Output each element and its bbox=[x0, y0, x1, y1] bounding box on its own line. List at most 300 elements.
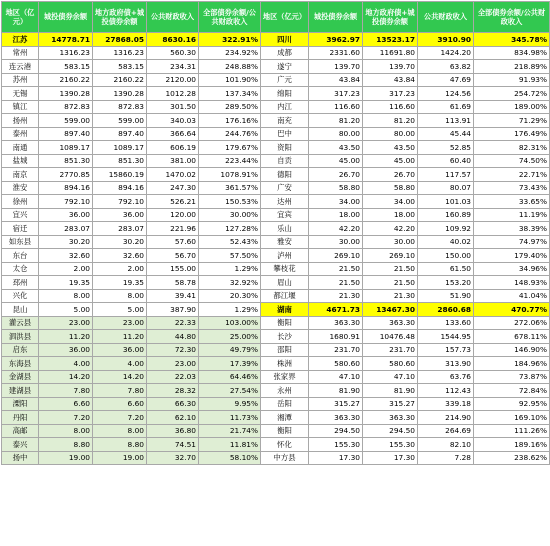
value-cell: 18.00 bbox=[363, 208, 418, 222]
value-cell: 74.50% bbox=[474, 154, 550, 168]
value-cell: 34.00 bbox=[309, 195, 363, 209]
value-cell: 58.10% bbox=[199, 451, 261, 465]
value-cell: 39.41 bbox=[147, 289, 199, 303]
value-cell: 81.90 bbox=[309, 384, 363, 398]
value-cell: 116.60 bbox=[309, 100, 363, 114]
table-row bbox=[2, 424, 550, 438]
table-row bbox=[2, 46, 550, 60]
table-row bbox=[2, 397, 550, 411]
value-cell: 137.34% bbox=[199, 87, 261, 101]
value-cell: 62.10 bbox=[147, 411, 199, 425]
value-cell: 47.69 bbox=[418, 73, 474, 87]
column-header: 地方政府债+城投债券余额 bbox=[93, 2, 147, 33]
region-name-cell: 成都 bbox=[261, 46, 309, 60]
value-cell: 80.00 bbox=[309, 127, 363, 141]
value-cell: 18.00 bbox=[309, 208, 363, 222]
table-row bbox=[2, 73, 550, 87]
value-cell: 272.06% bbox=[474, 316, 550, 330]
value-cell: 160.89 bbox=[418, 208, 474, 222]
region-name-cell: 资阳 bbox=[261, 141, 309, 155]
value-cell: 189.00% bbox=[474, 100, 550, 114]
value-cell: 4.00 bbox=[93, 357, 147, 371]
value-cell: 2860.68 bbox=[418, 303, 474, 317]
region-name-cell: 扬州 bbox=[2, 114, 39, 128]
value-cell: 42.20 bbox=[363, 222, 418, 236]
value-cell: 22.03 bbox=[147, 370, 199, 384]
value-cell: 112.43 bbox=[418, 384, 474, 398]
region-name-cell: 眉山 bbox=[261, 276, 309, 290]
value-cell: 51.90 bbox=[418, 289, 474, 303]
value-cell: 81.90 bbox=[363, 384, 418, 398]
value-cell: 32.70 bbox=[147, 451, 199, 465]
value-cell: 317.23 bbox=[309, 87, 363, 101]
value-cell: 58.80 bbox=[363, 181, 418, 195]
value-cell: 34.00 bbox=[363, 195, 418, 209]
value-cell: 606.19 bbox=[147, 141, 199, 155]
value-cell: 45.00 bbox=[363, 154, 418, 168]
value-cell: 2.00 bbox=[93, 262, 147, 276]
value-cell: 1.29% bbox=[199, 303, 261, 317]
value-cell: 117.57 bbox=[418, 168, 474, 182]
value-cell: 2160.22 bbox=[39, 73, 93, 87]
value-cell: 254.72% bbox=[474, 87, 550, 101]
region-name-cell: 南通 bbox=[2, 141, 39, 155]
region-name-cell: 南充 bbox=[261, 114, 309, 128]
value-cell: 52.85 bbox=[418, 141, 474, 155]
value-cell: 73.43% bbox=[474, 181, 550, 195]
value-cell: 7.28 bbox=[418, 451, 474, 465]
table-row bbox=[2, 100, 550, 114]
value-cell: 21.30 bbox=[309, 289, 363, 303]
value-cell: 7.20 bbox=[39, 411, 93, 425]
value-cell: 231.70 bbox=[309, 343, 363, 357]
value-cell: 339.18 bbox=[418, 397, 474, 411]
value-cell: 52.43% bbox=[199, 235, 261, 249]
value-cell: 13523.17 bbox=[363, 33, 418, 47]
value-cell: 363.30 bbox=[309, 411, 363, 425]
value-cell: 30.00 bbox=[363, 235, 418, 249]
table-row bbox=[2, 276, 550, 290]
value-cell: 56.70 bbox=[147, 249, 199, 263]
value-cell: 57.50% bbox=[199, 249, 261, 263]
table-row bbox=[2, 330, 550, 344]
value-cell: 8.80 bbox=[93, 438, 147, 452]
value-cell: 3962.97 bbox=[309, 33, 363, 47]
column-header: 地区（亿元） bbox=[2, 2, 39, 33]
value-cell: 23.00 bbox=[147, 357, 199, 371]
value-cell: 894.16 bbox=[39, 181, 93, 195]
value-cell: 45.00 bbox=[309, 154, 363, 168]
region-name-cell: 湖南 bbox=[261, 303, 309, 317]
value-cell: 61.69 bbox=[418, 100, 474, 114]
value-cell: 1089.17 bbox=[39, 141, 93, 155]
value-cell: 72.30 bbox=[147, 343, 199, 357]
value-cell: 176.49% bbox=[474, 127, 550, 141]
region-name-cell: 广安 bbox=[261, 181, 309, 195]
value-cell: 148.93% bbox=[474, 276, 550, 290]
region-name-cell: 宜宾 bbox=[261, 208, 309, 222]
value-cell: 4.00 bbox=[39, 357, 93, 371]
value-cell: 851.30 bbox=[93, 154, 147, 168]
value-cell: 289.50% bbox=[199, 100, 261, 114]
region-name-cell: 邳州 bbox=[2, 276, 39, 290]
value-cell: 3910.90 bbox=[418, 33, 474, 47]
value-cell: 80.07 bbox=[418, 181, 474, 195]
value-cell: 21.74% bbox=[199, 424, 261, 438]
value-cell: 36.80 bbox=[147, 424, 199, 438]
value-cell: 894.16 bbox=[93, 181, 147, 195]
region-name-cell: 中方县 bbox=[261, 451, 309, 465]
value-cell: 599.00 bbox=[93, 114, 147, 128]
value-cell: 5.00 bbox=[93, 303, 147, 317]
value-cell: 2160.22 bbox=[93, 73, 147, 87]
region-name-cell: 攀枝花 bbox=[261, 262, 309, 276]
value-cell: 20.30% bbox=[199, 289, 261, 303]
value-cell: 81.20 bbox=[363, 114, 418, 128]
value-cell: 32.60 bbox=[93, 249, 147, 263]
column-header: 城投债券余额 bbox=[39, 2, 93, 33]
value-cell: 19.35 bbox=[93, 276, 147, 290]
region-name-cell: 德阳 bbox=[261, 168, 309, 182]
value-cell: 313.90 bbox=[418, 357, 474, 371]
value-cell: 116.60 bbox=[363, 100, 418, 114]
value-cell: 155.00 bbox=[147, 262, 199, 276]
value-cell: 8630.16 bbox=[147, 33, 199, 47]
table-row bbox=[2, 127, 550, 141]
region-name-cell: 张家界 bbox=[261, 370, 309, 384]
region-name-cell: 邵阳 bbox=[261, 343, 309, 357]
value-cell: 23.00 bbox=[93, 316, 147, 330]
value-cell: 294.50 bbox=[309, 424, 363, 438]
region-name-cell: 永州 bbox=[261, 384, 309, 398]
value-cell: 49.79% bbox=[199, 343, 261, 357]
value-cell: 43.50 bbox=[309, 141, 363, 155]
value-cell: 1.29% bbox=[199, 262, 261, 276]
value-cell: 8.00 bbox=[39, 289, 93, 303]
region-name-cell: 绵阳 bbox=[261, 87, 309, 101]
value-cell: 7.20 bbox=[93, 411, 147, 425]
value-cell: 599.00 bbox=[39, 114, 93, 128]
table-row bbox=[2, 208, 550, 222]
value-cell: 1390.28 bbox=[93, 87, 147, 101]
value-cell: 7.80 bbox=[39, 384, 93, 398]
value-cell: 10476.48 bbox=[363, 330, 418, 344]
value-cell: 30.20 bbox=[39, 235, 93, 249]
value-cell: 897.40 bbox=[93, 127, 147, 141]
table-row bbox=[2, 451, 550, 465]
region-name-cell: 宿迁 bbox=[2, 222, 39, 236]
region-name-cell: 长沙 bbox=[261, 330, 309, 344]
value-cell: 32.92% bbox=[199, 276, 261, 290]
value-cell: 6.60 bbox=[93, 397, 147, 411]
value-cell: 120.00 bbox=[147, 208, 199, 222]
value-cell: 234.31 bbox=[147, 60, 199, 74]
value-cell: 580.60 bbox=[363, 357, 418, 371]
table-row bbox=[2, 411, 550, 425]
value-cell: 179.40% bbox=[474, 249, 550, 263]
value-cell: 580.60 bbox=[309, 357, 363, 371]
value-cell: 34.96% bbox=[474, 262, 550, 276]
value-cell: 139.70 bbox=[363, 60, 418, 74]
value-cell: 366.64 bbox=[147, 127, 199, 141]
value-cell: 133.60 bbox=[418, 316, 474, 330]
value-cell: 1470.02 bbox=[147, 168, 199, 182]
region-name-cell: 丹阳 bbox=[2, 411, 39, 425]
value-cell: 36.00 bbox=[93, 343, 147, 357]
value-cell: 269.10 bbox=[363, 249, 418, 263]
value-cell: 57.60 bbox=[147, 235, 199, 249]
value-cell: 294.50 bbox=[363, 424, 418, 438]
value-cell: 322.91% bbox=[199, 33, 261, 47]
value-cell: 155.30 bbox=[309, 438, 363, 452]
value-cell: 184.96% bbox=[474, 357, 550, 371]
value-cell: 25.00% bbox=[199, 330, 261, 344]
value-cell: 248.88% bbox=[199, 60, 261, 74]
province-total-row bbox=[2, 33, 550, 47]
value-cell: 28.32 bbox=[147, 384, 199, 398]
value-cell: 124.56 bbox=[418, 87, 474, 101]
value-cell: 22.71% bbox=[474, 168, 550, 182]
value-cell: 470.77% bbox=[474, 303, 550, 317]
value-cell: 283.07 bbox=[39, 222, 93, 236]
value-cell: 5.00 bbox=[39, 303, 93, 317]
value-cell: 109.92 bbox=[418, 222, 474, 236]
value-cell: 150.53% bbox=[199, 195, 261, 209]
value-cell: 221.96 bbox=[147, 222, 199, 236]
region-name-cell: 东台 bbox=[2, 249, 39, 263]
value-cell: 91.93% bbox=[474, 73, 550, 87]
value-cell: 43.84 bbox=[363, 73, 418, 87]
value-cell: 38.39% bbox=[474, 222, 550, 236]
value-cell: 234.92% bbox=[199, 46, 261, 60]
table-row bbox=[2, 438, 550, 452]
value-cell: 74.97% bbox=[474, 235, 550, 249]
value-cell: 21.50 bbox=[309, 276, 363, 290]
value-cell: 1316.23 bbox=[39, 46, 93, 60]
value-cell: 155.30 bbox=[363, 438, 418, 452]
value-cell: 345.78% bbox=[474, 33, 550, 47]
value-cell: 381.00 bbox=[147, 154, 199, 168]
value-cell: 43.84 bbox=[309, 73, 363, 87]
value-cell: 14778.71 bbox=[39, 33, 93, 47]
value-cell: 11.81% bbox=[199, 438, 261, 452]
value-cell: 32.60 bbox=[39, 249, 93, 263]
region-name-cell: 达州 bbox=[261, 195, 309, 209]
value-cell: 60.40 bbox=[418, 154, 474, 168]
region-name-cell: 无锡 bbox=[2, 87, 39, 101]
value-cell: 317.23 bbox=[363, 87, 418, 101]
value-cell: 150.00 bbox=[418, 249, 474, 263]
value-cell: 189.16% bbox=[474, 438, 550, 452]
value-cell: 526.21 bbox=[147, 195, 199, 209]
value-cell: 153.20 bbox=[418, 276, 474, 290]
value-cell: 103.00% bbox=[199, 316, 261, 330]
table-row bbox=[2, 141, 550, 155]
value-cell: 8.80 bbox=[39, 438, 93, 452]
value-cell: 176.16% bbox=[199, 114, 261, 128]
region-name-cell: 广元 bbox=[261, 73, 309, 87]
table-row bbox=[2, 154, 550, 168]
region-name-cell: 宜兴 bbox=[2, 208, 39, 222]
value-cell: 63.76 bbox=[418, 370, 474, 384]
value-cell: 851.30 bbox=[39, 154, 93, 168]
value-cell: 363.30 bbox=[363, 316, 418, 330]
value-cell: 21.30 bbox=[363, 289, 418, 303]
value-cell: 1012.28 bbox=[147, 87, 199, 101]
value-cell: 101.90% bbox=[199, 73, 261, 87]
debt-table bbox=[1, 1, 550, 465]
value-cell: 361.57% bbox=[199, 181, 261, 195]
value-cell: 30.20 bbox=[93, 235, 147, 249]
value-cell: 139.70 bbox=[309, 60, 363, 74]
region-name-cell: 内江 bbox=[261, 100, 309, 114]
value-cell: 26.70 bbox=[363, 168, 418, 182]
value-cell: 8.00 bbox=[39, 424, 93, 438]
value-cell: 2.00 bbox=[39, 262, 93, 276]
value-cell: 63.82 bbox=[418, 60, 474, 74]
value-cell: 315.27 bbox=[309, 397, 363, 411]
value-cell: 223.44% bbox=[199, 154, 261, 168]
column-header: 全部债券余额/公共财政收入 bbox=[199, 2, 261, 33]
value-cell: 30.00% bbox=[199, 208, 261, 222]
value-cell: 179.67% bbox=[199, 141, 261, 155]
value-cell: 19.00 bbox=[39, 451, 93, 465]
value-cell: 61.50 bbox=[418, 262, 474, 276]
value-cell: 2331.60 bbox=[309, 46, 363, 60]
value-cell: 26.70 bbox=[309, 168, 363, 182]
value-cell: 58.78 bbox=[147, 276, 199, 290]
region-name-cell: 徐州 bbox=[2, 195, 39, 209]
value-cell: 269.10 bbox=[309, 249, 363, 263]
value-cell: 146.90% bbox=[474, 343, 550, 357]
value-cell: 315.27 bbox=[363, 397, 418, 411]
value-cell: 27.54% bbox=[199, 384, 261, 398]
region-name-cell: 四川 bbox=[261, 33, 309, 47]
value-cell: 872.83 bbox=[39, 100, 93, 114]
value-cell: 71.29% bbox=[474, 114, 550, 128]
value-cell: 2120.00 bbox=[147, 73, 199, 87]
value-cell: 8.00 bbox=[93, 424, 147, 438]
value-cell: 36.00 bbox=[39, 343, 93, 357]
region-name-cell: 苏州 bbox=[2, 73, 39, 87]
table-row bbox=[2, 357, 550, 371]
region-name-cell: 泸州 bbox=[261, 249, 309, 263]
column-header: 地方政府债+城投债券余额 bbox=[363, 2, 418, 33]
table-row bbox=[2, 289, 550, 303]
value-cell: 13467.30 bbox=[363, 303, 418, 317]
region-name-cell: 金湖县 bbox=[2, 370, 39, 384]
value-cell: 73.87% bbox=[474, 370, 550, 384]
region-name-cell: 湘潭 bbox=[261, 411, 309, 425]
value-cell: 27868.05 bbox=[93, 33, 147, 47]
region-name-cell: 岳阳 bbox=[261, 397, 309, 411]
value-cell: 47.10 bbox=[309, 370, 363, 384]
region-name-cell: 自贡 bbox=[261, 154, 309, 168]
value-cell: 22.33 bbox=[147, 316, 199, 330]
table-body bbox=[2, 33, 550, 465]
table-row bbox=[2, 316, 550, 330]
value-cell: 64.46% bbox=[199, 370, 261, 384]
value-cell: 238.62% bbox=[474, 451, 550, 465]
value-cell: 1680.91 bbox=[309, 330, 363, 344]
region-name-cell: 泗洪县 bbox=[2, 330, 39, 344]
value-cell: 36.00 bbox=[39, 208, 93, 222]
value-cell: 6.60 bbox=[39, 397, 93, 411]
region-name-cell: 常州 bbox=[2, 46, 39, 60]
value-cell: 244.76% bbox=[199, 127, 261, 141]
value-cell: 66.30 bbox=[147, 397, 199, 411]
value-cell: 82.10 bbox=[418, 438, 474, 452]
region-name-cell: 东海县 bbox=[2, 357, 39, 371]
value-cell: 11.20 bbox=[93, 330, 147, 344]
table-row bbox=[2, 114, 550, 128]
value-cell: 44.80 bbox=[147, 330, 199, 344]
table-row bbox=[2, 262, 550, 276]
value-cell: 81.20 bbox=[309, 114, 363, 128]
table-row bbox=[2, 303, 550, 317]
value-cell: 19.00 bbox=[93, 451, 147, 465]
value-cell: 7.80 bbox=[93, 384, 147, 398]
value-cell: 11.73% bbox=[199, 411, 261, 425]
region-name-cell: 连云港 bbox=[2, 60, 39, 74]
region-name-cell: 启东 bbox=[2, 343, 39, 357]
value-cell: 33.65% bbox=[474, 195, 550, 209]
value-cell: 1424.20 bbox=[418, 46, 474, 60]
value-cell: 19.35 bbox=[39, 276, 93, 290]
table-row bbox=[2, 384, 550, 398]
value-cell: 1078.91% bbox=[199, 168, 261, 182]
table-row bbox=[2, 370, 550, 384]
value-cell: 560.30 bbox=[147, 46, 199, 60]
value-cell: 214.90 bbox=[418, 411, 474, 425]
region-name-cell: 巴中 bbox=[261, 127, 309, 141]
value-cell: 1089.17 bbox=[93, 141, 147, 155]
value-cell: 872.83 bbox=[93, 100, 147, 114]
table-row bbox=[2, 87, 550, 101]
region-name-cell: 泰州 bbox=[2, 127, 39, 141]
region-name-cell: 泰兴 bbox=[2, 438, 39, 452]
table-row bbox=[2, 235, 550, 249]
value-cell: 363.30 bbox=[363, 411, 418, 425]
table-row bbox=[2, 222, 550, 236]
region-name-cell: 太仓 bbox=[2, 262, 39, 276]
value-cell: 80.00 bbox=[363, 127, 418, 141]
region-name-cell: 镇江 bbox=[2, 100, 39, 114]
value-cell: 43.50 bbox=[363, 141, 418, 155]
value-cell: 678.11% bbox=[474, 330, 550, 344]
value-cell: 72.84% bbox=[474, 384, 550, 398]
region-name-cell: 南京 bbox=[2, 168, 39, 182]
column-header: 公共财政收入 bbox=[147, 2, 199, 33]
value-cell: 792.10 bbox=[39, 195, 93, 209]
value-cell: 264.69 bbox=[418, 424, 474, 438]
table-row bbox=[2, 181, 550, 195]
value-cell: 23.00 bbox=[39, 316, 93, 330]
region-name-cell: 江苏 bbox=[2, 33, 39, 47]
value-cell: 11.19% bbox=[474, 208, 550, 222]
value-cell: 897.40 bbox=[39, 127, 93, 141]
region-name-cell: 盐城 bbox=[2, 154, 39, 168]
region-name-cell: 溧阳 bbox=[2, 397, 39, 411]
region-name-cell: 怀化 bbox=[261, 438, 309, 452]
value-cell: 41.04% bbox=[474, 289, 550, 303]
value-cell: 40.02 bbox=[418, 235, 474, 249]
region-name-cell: 扬中 bbox=[2, 451, 39, 465]
region-name-cell: 昆山 bbox=[2, 303, 39, 317]
value-cell: 283.07 bbox=[93, 222, 147, 236]
value-cell: 47.10 bbox=[363, 370, 418, 384]
value-cell: 17.30 bbox=[309, 451, 363, 465]
